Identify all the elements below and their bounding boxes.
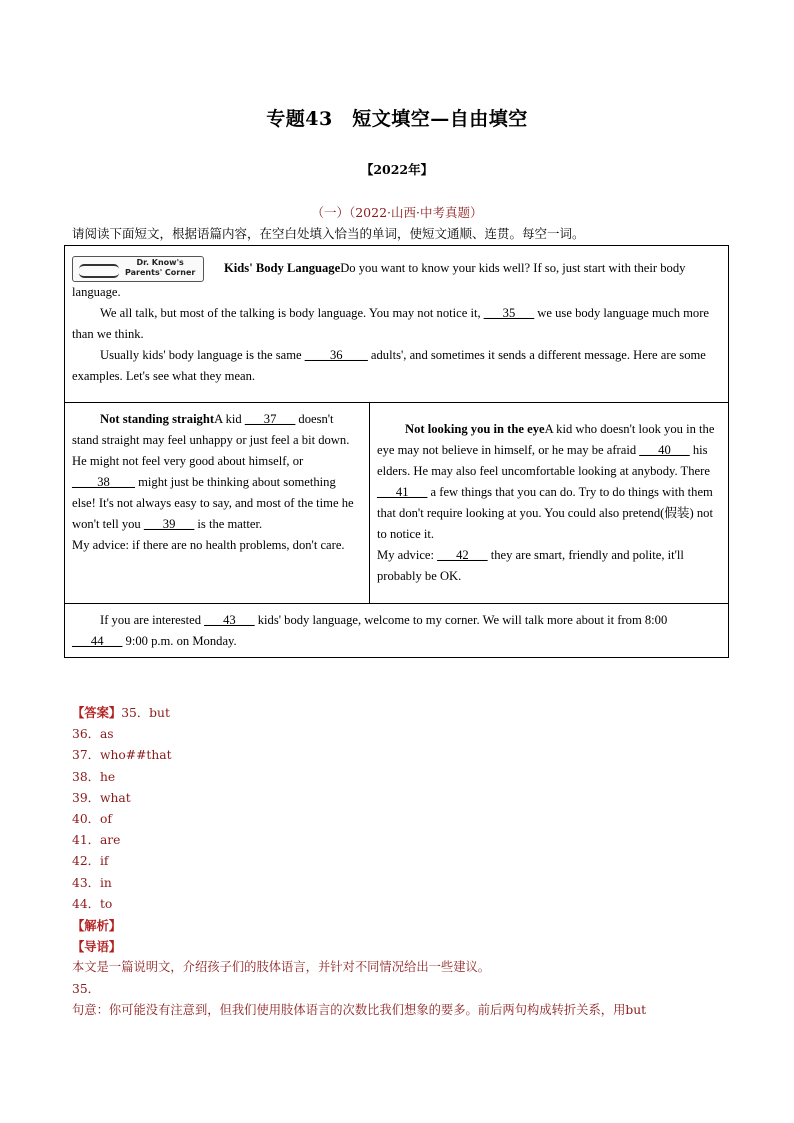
blank-41: ___41___	[377, 485, 428, 499]
handshake-icon	[79, 264, 119, 278]
left-t3: might just be thinking about something else! It's not always easy to say, and most of the time he won't tell you	[72, 475, 354, 531]
intro-p2a: We all talk, but most of the talking is body language. You may not notice it,	[100, 306, 481, 320]
intro-line-1: Do you want to know your kids well? If so, just start with their body language.	[72, 260, 686, 299]
logo-text: Dr. Know's Parents' Corner	[125, 258, 196, 277]
answer-tag: 【答案】	[72, 705, 122, 720]
intro-p2b: we use body language much more than we think.	[72, 306, 710, 341]
intro-p3a: Usually kids' body language is the same	[100, 348, 302, 362]
passage-intro-box	[64, 245, 729, 403]
answer-39: 39．what	[72, 790, 131, 805]
closing-box	[64, 603, 729, 658]
heading-not-standing: Not standing straight	[100, 412, 215, 426]
closing-t3: 9:00 p.m. on Monday.	[125, 634, 237, 648]
answer-36: 36．as	[72, 727, 114, 742]
examples-table	[64, 402, 729, 604]
right-t2: his elders. He may also feel uncomfortable looking at anybody. There	[377, 443, 710, 478]
answer-41: 41．are	[72, 833, 121, 848]
answer-43: 43．in	[72, 875, 112, 890]
right-advice-a: My advice:	[377, 548, 435, 562]
q35-label: 35．	[72, 981, 100, 996]
analysis-tag: 【解析】	[72, 918, 122, 934]
answer-40: 40．of	[72, 812, 112, 827]
answer-38: 38．he	[72, 769, 116, 784]
answers-section	[72, 702, 732, 1021]
blank-42: ___42___	[437, 548, 488, 562]
left-t1: A kid	[214, 412, 242, 426]
right-t3: a few things that you can do. Try to do things with them that don't require looking at you. You could also pretend(假装) not to notice it.	[377, 485, 713, 541]
left-advice: My advice: if there are no health problems, don't care.	[72, 538, 345, 552]
answer-42: 42．if	[72, 854, 109, 869]
heading-not-looking: Not looking you in the eye	[405, 422, 545, 436]
guide-tag: 【导语】	[72, 939, 122, 955]
answer-35: 35．but	[121, 706, 170, 720]
closing-t1: If you are interested	[100, 613, 202, 627]
source-label: （一）（2022·山西·中考真题）	[311, 205, 483, 220]
closing-t2: kids' body language, welcome to my corner. We will talk more about it from 8:00	[257, 613, 668, 627]
parents-corner-logo	[72, 256, 204, 282]
blank-36: ____36____	[304, 348, 368, 362]
blank-44: ___44___	[72, 634, 123, 648]
blank-39: ___39___	[143, 517, 195, 531]
q35-explanation: 句意：你可能没有注意到，但我们使用肢体语言的次数比我们想象的要多。前后两句构成转折关系，用but	[72, 1002, 647, 1017]
passage-heading: Kids' Body Language	[224, 260, 341, 275]
example-not-standing	[65, 403, 370, 603]
instruction-text: 请阅读下面短文，根据语篇内容，在空白处填入恰当的单词，使短文通顺、连贯。每空一词。	[72, 226, 585, 241]
blank-40: ___40___	[639, 443, 690, 457]
example-not-looking	[370, 403, 728, 603]
blank-37: ___37___	[244, 412, 296, 426]
answer-44: 44．to	[72, 896, 113, 911]
intro-p3b: adults', and sometimes it sends a different message. Here are some examples. Let's see what they mean.	[72, 348, 706, 383]
right-advice-b: they are smart, friendly and polite, it'll probably be OK.	[377, 548, 684, 583]
left-t2: doesn't stand straight may feel unhappy or just feel a bit down. He might not feel very good about himself, or	[72, 412, 350, 468]
left-t4: is the matter.	[197, 517, 263, 531]
blank-43: ___43___	[204, 613, 255, 627]
answer-37: 37．who##that	[72, 748, 172, 763]
blank-35: ___35___	[483, 306, 535, 320]
blank-38: ____38____	[72, 475, 135, 489]
right-t1: A kid who doesn't look you in the eye may not believe in himself, or he may be afraid	[377, 422, 715, 457]
year-label: 【2022年】	[360, 162, 434, 177]
page-title: 专题43 短文填空—自由填空	[266, 108, 528, 130]
guide-text: 本文是一篇说明文，介绍孩子们的肢体语言，并针对不同情况给出一些建议。	[72, 960, 491, 975]
